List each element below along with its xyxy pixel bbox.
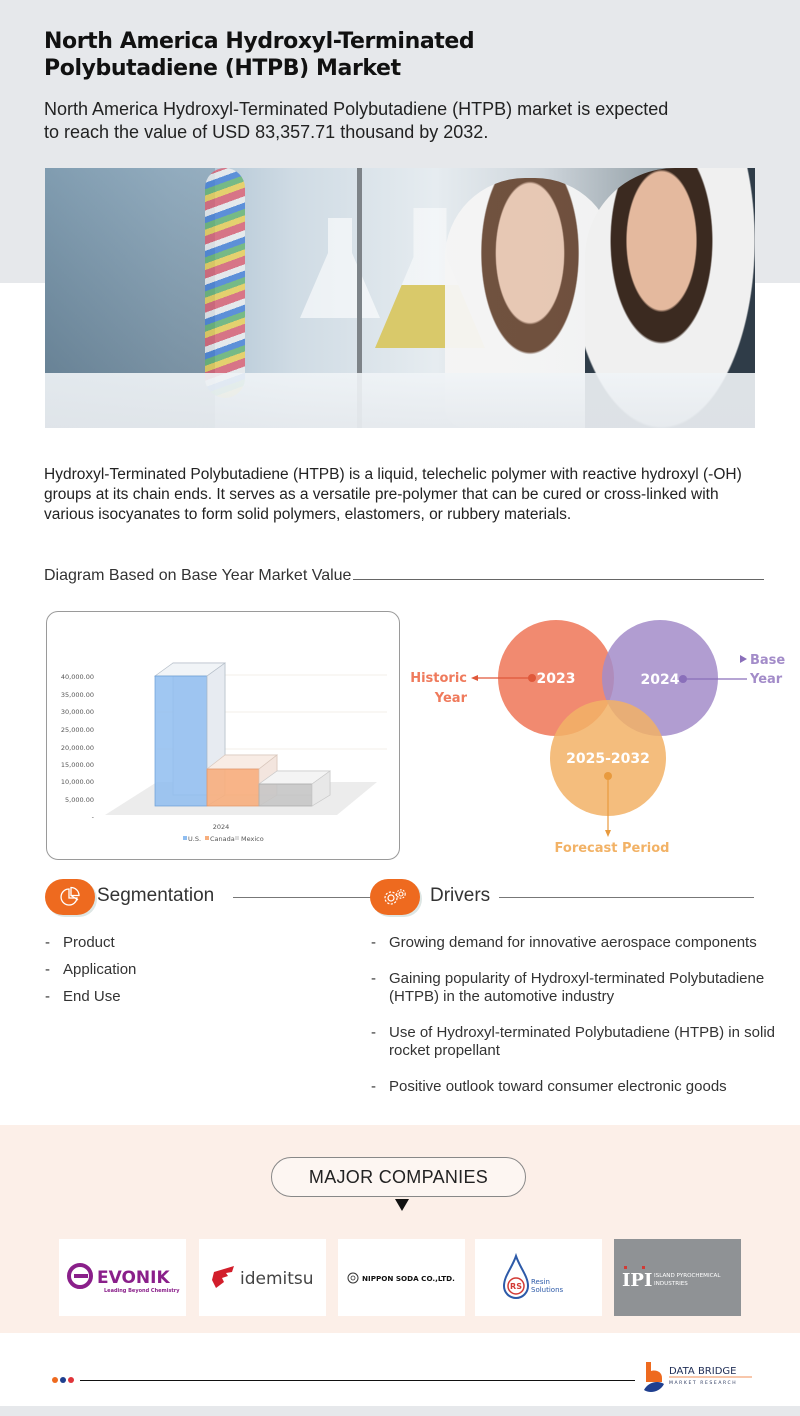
- y-axis-labels: [61, 673, 95, 821]
- dot-blue: [60, 1377, 66, 1383]
- svg-text:Resin: Resin: [530, 1277, 550, 1286]
- drivers-title: Drivers: [430, 885, 491, 906]
- logo-idemitsu: [199, 1239, 326, 1316]
- diagram-section-header: [44, 565, 764, 587]
- page-title: North America Hydroxyl-Terminated Polybutadiene (HTPB) Market: [44, 29, 475, 81]
- bar-chart: [47, 612, 401, 861]
- pie-chart-icon: [59, 886, 81, 908]
- bar-mexico: [259, 771, 330, 806]
- driver-item: - Growing demand for innovative aerospace components: [371, 934, 781, 952]
- logo-evonik: [59, 1239, 186, 1316]
- timeline-venn-diagram: [410, 610, 790, 860]
- dot-red: [68, 1377, 74, 1383]
- svg-text:Leading Beyond Chemistry: Leading Beyond Chemistry: [103, 1287, 180, 1294]
- photo-flask-back: [300, 218, 380, 318]
- svg-text:NIPPON SODA CO.,LTD.: NIPPON SODA CO.,LTD.: [361, 1273, 455, 1283]
- divider: [499, 897, 754, 898]
- svg-text:-: -: [91, 813, 94, 821]
- caret-down-icon: [395, 1199, 409, 1211]
- segmentation-item: - Application: [45, 961, 345, 979]
- photo-dna-model: [205, 168, 245, 398]
- drivers-list: [371, 934, 781, 1114]
- hero-image: [45, 168, 755, 428]
- driver-item: - Use of Hydroxyl-terminated Polybutadiene (HTPB) in solid rocket propellant: [371, 1024, 781, 1060]
- footer-bar: [0, 1406, 800, 1416]
- svg-text:Year: Year: [434, 691, 467, 706]
- logo-resin-solutions: [475, 1239, 602, 1316]
- chart-legend: [183, 835, 264, 843]
- svg-text:INDUSTRIES: INDUSTRIES: [653, 1280, 688, 1287]
- svg-text:MARKET RESEARCH: MARKET RESEARCH: [669, 1381, 738, 1386]
- driver-item: - Gaining popularity of Hydroxyl-terminated Polybutadiene (HTPB) in the automotive industry: [371, 970, 781, 1006]
- svg-text:DATA BRIDGE: DATA BRIDGE: [669, 1366, 737, 1377]
- driver-item: - Positive outlook toward consumer electronic goods: [371, 1078, 781, 1096]
- drivers-icon-badge: [370, 879, 420, 915]
- svg-text:30,000.00: 30,000.00: [60, 708, 94, 716]
- logo-nippon-soda: [338, 1239, 465, 1316]
- market-description: Hydroxyl-Terminated Polybutadiene (HTPB) is a liquid, telechelic polymer with reactive hydroxyl (-OH) groups at its chain ends. It serves as a versatile pre-polymer that can be cured or cross-linked with various isocyanates to form solid polymers, elastomers, or rubbery materials.: [44, 466, 742, 523]
- svg-text:U.S.: U.S.: [188, 835, 202, 843]
- svg-text:25,000.00: 25,000.00: [60, 726, 94, 734]
- svg-text:Mexico: Mexico: [241, 835, 264, 843]
- photo-bench: [45, 373, 755, 428]
- data-bridge-logo: [640, 1360, 770, 1394]
- diagram-section-title: Diagram Based on Base Year Market Value: [44, 567, 352, 584]
- svg-text:ISLAND PYROCHEMICAL: ISLAND PYROCHEMICAL: [653, 1272, 720, 1279]
- page-subtitle: North America Hydroxyl-Terminated Polybutadiene (HTPB) market is expected to reach the value of USD 83,357.71 thousand by 2032.: [44, 99, 669, 142]
- arrow-down-icon: [605, 830, 611, 837]
- svg-text:20,000.00: 20,000.00: [60, 744, 94, 752]
- svg-text:Year: Year: [750, 672, 783, 687]
- svg-text:15,000.00: 15,000.00: [60, 761, 94, 769]
- svg-text:Solutions: Solutions: [530, 1285, 563, 1294]
- arrow-left-icon: [471, 675, 478, 681]
- svg-text:EVONIK: EVONIK: [96, 1267, 170, 1288]
- segmentation-list: [45, 934, 345, 1015]
- svg-text:2023: 2023: [536, 671, 576, 687]
- svg-text:10,000.00: 10,000.00: [60, 778, 94, 786]
- segmentation-item: - End Use: [45, 988, 345, 1006]
- svg-text:Base: Base: [750, 653, 786, 668]
- divider: [233, 897, 373, 898]
- svg-text:35,000.00: 35,000.00: [60, 691, 94, 699]
- segmentation-icon-badge: [45, 879, 95, 915]
- gears-icon: [382, 887, 408, 907]
- major-companies-label: MAJOR COMPANIES: [271, 1157, 526, 1197]
- svg-text:Forecast Period: Forecast Period: [554, 841, 670, 856]
- svg-text:40,000.00: 40,000.00: [60, 673, 94, 681]
- logo-island-pyrochemical: [614, 1239, 741, 1316]
- x-axis-label: 2024: [212, 823, 230, 831]
- bar-chart-card: [46, 611, 400, 860]
- svg-text:Historic: Historic: [410, 671, 467, 686]
- divider: [353, 579, 764, 580]
- svg-text:RS: RS: [509, 1281, 522, 1291]
- arrow-right-icon: [740, 655, 747, 663]
- footer-divider: [80, 1380, 635, 1381]
- svg-text:5,000.00: 5,000.00: [65, 796, 94, 804]
- segmentation-item: - Product: [45, 934, 345, 952]
- footer-dots: [52, 1377, 74, 1383]
- svg-text:2025-2032: 2025-2032: [566, 751, 650, 767]
- segmentation-title: Segmentation: [97, 885, 215, 906]
- svg-text:2024: 2024: [640, 672, 680, 688]
- svg-text:Canada: Canada: [210, 835, 235, 843]
- svg-text:idemitsu: idemitsu: [239, 1268, 314, 1289]
- dot-orange: [52, 1377, 58, 1383]
- svg-text:IPI: IPI: [621, 1269, 652, 1291]
